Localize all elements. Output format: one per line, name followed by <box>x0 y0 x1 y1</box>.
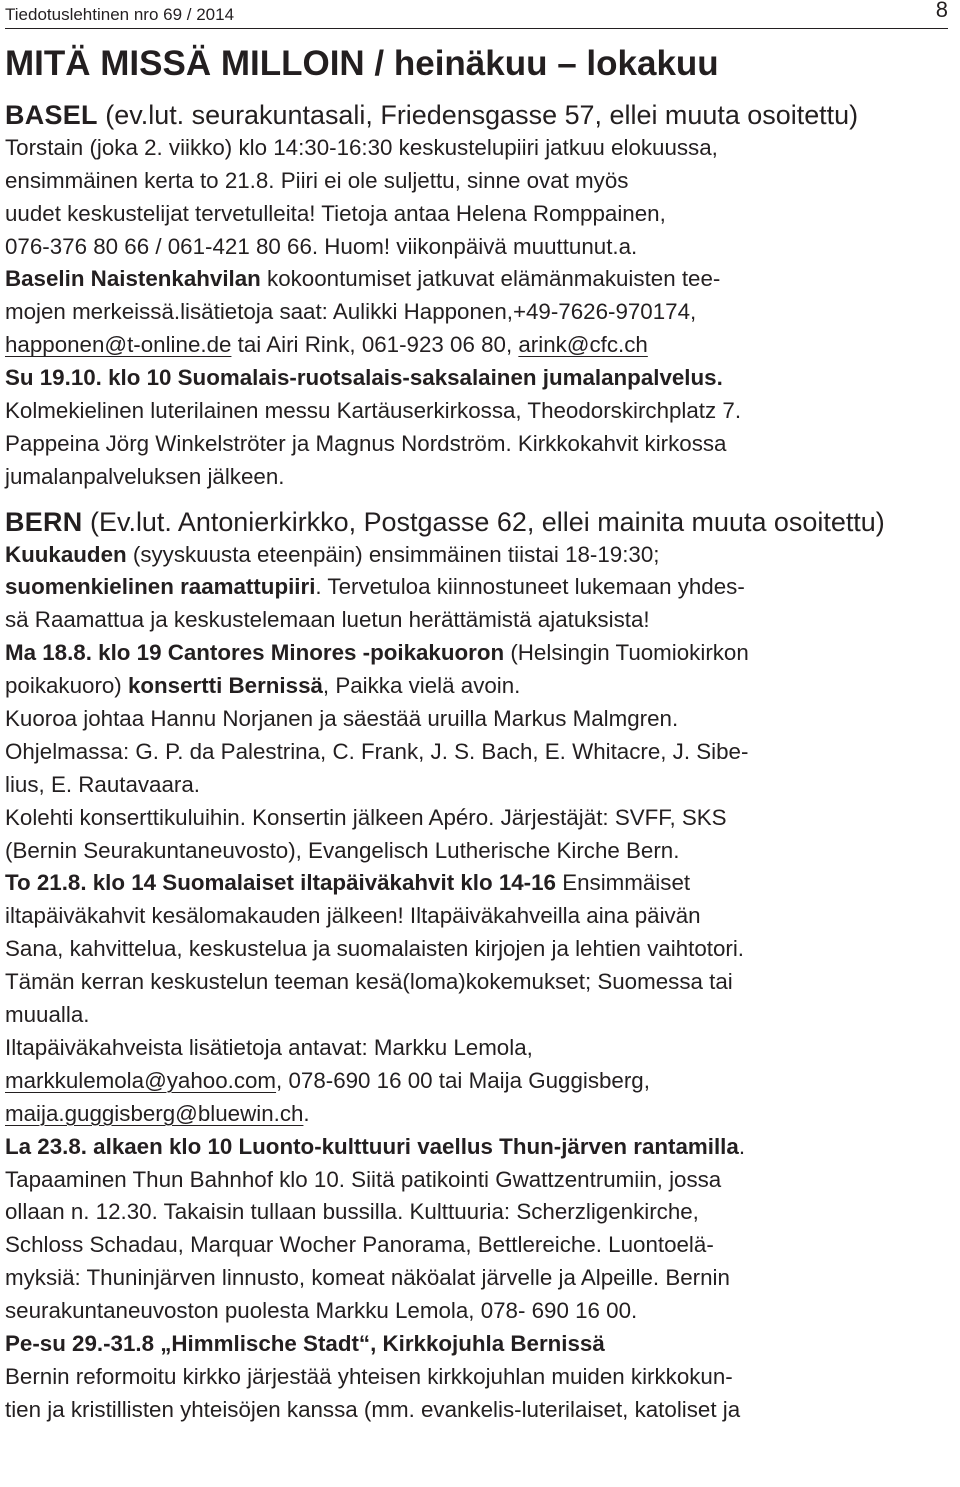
text-span: poikakuoro) <box>5 673 128 699</box>
page-title: MITÄ MISSÄ MILLOIN / heinäkuu – lokakuu <box>5 44 719 83</box>
bern-venue: (Ev.lut. Antonierkirkko, Postgasse 62, ellei mainita muuta osoitettu) <box>82 506 885 537</box>
event-title: Ma 18.8. klo 19 Cantores Minores -poikakuoron <box>5 640 505 666</box>
text-line: seurakuntaneuvoston puolesta Markku Lemola, 078- 690 16 00. <box>5 1298 638 1324</box>
event-title: suomenkielinen raamattupiiri <box>5 574 316 600</box>
text-line <box>5 670 948 703</box>
page-header <box>5 0 948 29</box>
text-line: lius, E. Rautavaara. <box>5 771 200 797</box>
text-line: ensimmäinen kerta to 21.8. Piiri ei ole suljettu, sinne ovat myös <box>5 167 629 193</box>
text-line <box>5 296 948 329</box>
text-line: (Bernin Seurakuntaneuvosto), Evangelisch Lutherische Kirche Bern. <box>5 837 680 863</box>
text-line <box>5 539 948 572</box>
text-span: (Helsingin Tuomiokirkon <box>504 640 749 666</box>
page-number: 8 <box>935 0 948 22</box>
basel-venue: (ev.lut. seurakuntasali, Friedensgasse 57, ellei muuta osoitettu) <box>97 100 859 130</box>
text-span: , 078-690 16 00 tai Maija Guggisberg, <box>276 1067 650 1093</box>
text-span: Ensimmäiset <box>555 870 691 896</box>
text-span: (syyskuusta eteenpäin) ensimmäinen tiistai 18-19:30; <box>126 541 660 567</box>
text-line: ollaan n. 12.30. Takaisin tullaan bussilla. Kulttuuria: Scherzligenkirche, <box>5 1199 699 1225</box>
text-span: . Tervetuloa kiinnostuneet lukemaan yhdes- <box>315 574 745 600</box>
text-line: Tapaaminen Thun Bahnhof klo 10. Siitä patikointi Gwattzentrumiin, jossa <box>5 1166 722 1192</box>
email-link[interactable]: happonen@t-online.de <box>5 332 232 358</box>
text-line: myksiä: Thuninjärven linnusto, komeat näköalat järvelle ja Alpeille. Bernin <box>5 1265 730 1291</box>
text-line: Ohjelmassa: G. P. da Palestrina, C. Frank, J. S. Bach, E. Whitacre, J. Sibe- <box>5 738 749 764</box>
basel-location: BASEL <box>5 100 98 130</box>
text-span: kokoontumiset jatkuvat elämänmakuisten tee- <box>260 266 721 292</box>
text-line: 076-376 80 66 / 061-421 80 66. Huom! viikonpäivä muuttunut.a. <box>5 233 638 259</box>
text-line <box>5 1098 948 1131</box>
article-body <box>5 99 950 1427</box>
text-line: tien ja kristillisten yhteisöjen kanssa (mm. evankelis-luterilaiset, katoliset ja <box>5 1396 741 1422</box>
text-line: Iltapäiväkahveista lisätietoja antavat: Markku Lemola, <box>5 1034 533 1060</box>
text-line: muualla. <box>5 1002 90 1028</box>
text-span: . <box>738 1133 746 1159</box>
text-line: Bernin reformoitu kirkko järjestää yhteisen kirkkojuhlan muiden kirkkokun- <box>5 1363 733 1389</box>
text-span: , Paikka vielä avoin. <box>322 673 521 699</box>
text-span: lisätietoja saat: Aulikki Happonen,+49-7626-970174, <box>180 299 697 325</box>
text-line <box>5 1065 948 1098</box>
text-line: Kolmekielinen luterilainen messu Kartäuserkirkossa, Theodorskirchplatz 7. <box>5 398 742 424</box>
event-title: To 21.8. klo 14 Suomalaiset iltapäiväkahvit klo 14-16 <box>5 870 556 896</box>
text-line: Pappeina Jörg Winkelströter ja Magnus Nordström. Kirkkokahvit kirkossa <box>5 430 727 456</box>
event-title: Kuukauden <box>5 541 127 567</box>
text-line <box>5 637 948 670</box>
text-line <box>5 1131 948 1164</box>
text-line: iltapäiväkahvit kesälomakauden jälkeen! Iltapäiväkahveilla aina päivän <box>5 903 701 929</box>
text-line: Schloss Schadau, Marquar Wocher Panorama, Bettlereiche. Luontoelä- <box>5 1232 714 1258</box>
text-line: jumalanpalveluksen jälkeen. <box>5 463 285 489</box>
section-gap <box>5 494 950 506</box>
publication-title: Tiedotuslehtinen nro 69 / 2014 <box>5 5 235 24</box>
text-line: Torstain (joka 2. viikko) klo 14:30-16:30 keskustelupiiri jatkuu elokuussa, <box>5 134 718 160</box>
text-line: Kolehti konserttikuluihin. Konsertin jälkeen Apéro. Järjestäjät: SVFF, SKS <box>5 804 727 830</box>
text-span: mojen merkeissä. <box>5 299 181 325</box>
text-line <box>5 867 948 900</box>
email-link[interactable]: arink@cfc.ch <box>518 332 648 358</box>
text-line: sä Raamattua ja keskustelemaan luetun herättämistä ajatuksista! <box>5 607 650 633</box>
bern-heading <box>5 506 948 539</box>
bern-location: BERN <box>5 506 83 537</box>
text-line: Kuoroa johtaa Hannu Norjanen ja säestää uruilla Markus Malmgren. <box>5 706 679 732</box>
text-line: uudet keskustelijat tervetulleita! Tietoja antaa Helena Romppainen, <box>5 200 666 226</box>
basel-heading <box>5 99 948 132</box>
event-title: Baselin Naistenkahvilan <box>5 266 261 292</box>
event-title: konsertti Bernissä <box>127 673 323 699</box>
email-link[interactable]: markkulemola@yahoo.com <box>5 1067 277 1093</box>
text-line: Tämän kerran keskustelun teeman kesä(loma)kokemukset; Suomessa tai <box>5 969 733 995</box>
email-link[interactable]: maija.guggisberg@bluewin.ch <box>5 1100 304 1126</box>
event-title: Su 19.10. klo 10 Suomalais-ruotsalais-saksalainen jumalanpalvelus. <box>5 365 723 391</box>
text-span: . <box>303 1100 310 1126</box>
text-span: tai Airi Rink, 061-923 06 80, <box>231 332 519 358</box>
event-title: La 23.8. alkaen klo 10 Luonto-kulttuuri vaellus Thun-järven rantamilla <box>5 1133 739 1159</box>
text-line <box>5 329 948 362</box>
text-line <box>5 263 948 296</box>
text-line: Sana, kahvittelua, keskustelua ja suomalaisten kirjojen ja lehtien vaihtotori. <box>5 936 745 962</box>
text-line <box>5 571 948 604</box>
event-title: Pe-su 29.-31.8 „Himmlische Stadt“, Kirkkojuhla Bernissä <box>5 1330 605 1356</box>
document-page <box>5 0 950 1487</box>
